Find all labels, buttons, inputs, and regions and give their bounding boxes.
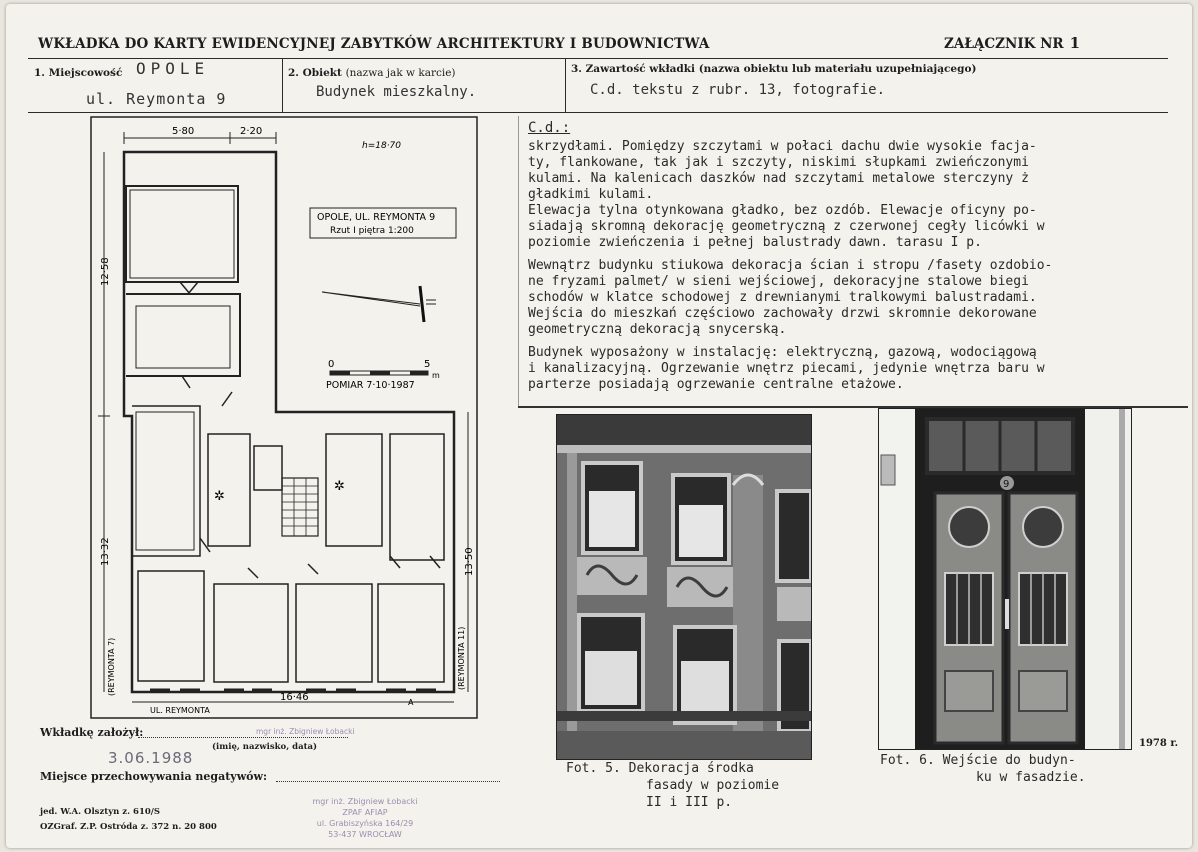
text-line: skrzydłami. Pomiędzy szczytami w połaci dachu dwie wysokie facja- bbox=[528, 139, 1037, 154]
contents-label-text: 3. Zawartość wkładki bbox=[571, 63, 696, 75]
caption-line: ul. Grabiszyńska 164/29 bbox=[316, 819, 414, 828]
annex-label bbox=[944, 34, 1080, 52]
plan-frame bbox=[91, 117, 477, 718]
scale-bar-seg bbox=[330, 371, 350, 375]
dim-top-left: 5·80 bbox=[172, 126, 195, 137]
locality-label: 1. Miejscowość bbox=[34, 67, 123, 79]
annex-number: 1 bbox=[1069, 34, 1081, 52]
continuation-label: C.d.: bbox=[528, 120, 571, 136]
inserted-line bbox=[138, 737, 348, 738]
inserted-stamp: mgr inż. Zbigniew Łobacki bbox=[256, 727, 355, 736]
door-panel bbox=[945, 671, 993, 711]
scale-bar-seg bbox=[410, 371, 428, 375]
negatives-label: Miejsce przechowywania negatywów: bbox=[40, 770, 268, 783]
scale-five: 5 bbox=[424, 359, 431, 370]
photo-5-facade-detail bbox=[556, 414, 812, 760]
window-curtain bbox=[589, 491, 635, 547]
room bbox=[126, 186, 238, 282]
north-arrow-ticks bbox=[426, 300, 436, 304]
text-line: ty, flankowane, tak jak i szczyty, niskimi słupkami zwieńczonymi bbox=[528, 155, 1029, 170]
caption-line: ku w fasadzie. bbox=[976, 770, 1086, 785]
dim-bottom: 16·46 bbox=[280, 692, 309, 703]
stucco-panel bbox=[777, 587, 811, 621]
door-number: 9 bbox=[1003, 479, 1010, 490]
negatives-line bbox=[276, 781, 500, 782]
text-line: Budynek wyposażony w instalację: elektryczną, gazową, wodociągową bbox=[528, 345, 1037, 360]
cornice-band bbox=[557, 445, 811, 453]
record-card bbox=[6, 4, 1192, 848]
sill-band bbox=[557, 711, 811, 721]
scale-unit: m bbox=[432, 371, 440, 380]
photo-5-caption bbox=[566, 760, 779, 811]
staircase bbox=[282, 478, 318, 536]
text-line: poziomie zwieńczenia i pełnej balustrady dawn. tarasu I p. bbox=[528, 235, 982, 250]
continuation-paragraph bbox=[528, 139, 1188, 251]
text-line: schodów w klatce schodowej z drewnianymi tralkowymi balustradami. bbox=[528, 290, 1037, 305]
stove-mark: ✲ bbox=[334, 479, 345, 494]
text-line: gładkimi kulami. bbox=[528, 187, 654, 202]
street-bottom: UL. REYMONTA bbox=[150, 706, 210, 715]
object-value: Budynek mieszkalny. bbox=[316, 84, 477, 100]
height-note: h=18·70 bbox=[362, 141, 402, 151]
room bbox=[254, 446, 282, 490]
field-divider-2 bbox=[565, 58, 566, 112]
text-line: siadają skromną dekorację geometryczną z czerwonej cegły licówki w bbox=[528, 219, 1045, 234]
text-line: ne fryzami palmet/ w sieni wejściowej, dekoracyjne stalowe biegi bbox=[528, 274, 1029, 289]
door-panel bbox=[1019, 671, 1067, 711]
window-curtain bbox=[585, 651, 637, 705]
contents-label bbox=[571, 63, 976, 75]
text-line: parterze posiadają ogrzewanie centralne etażowe. bbox=[528, 377, 904, 392]
lower-band bbox=[557, 731, 811, 759]
street-right: (REYMONTA 11) bbox=[457, 626, 466, 690]
address-value: ul. Reymonta 9 bbox=[86, 90, 227, 108]
text-line: geometryczną dekoracją snycerską. bbox=[528, 322, 787, 337]
plan-subtitle: Rzut I piętra 1:200 bbox=[330, 226, 414, 236]
print-line-2: OZGraf. Z.P. Ostróda z. 372 n. 20 800 bbox=[40, 822, 217, 832]
door-handle bbox=[1005, 599, 1009, 629]
text-line: Elewacja tylna otynkowana gładko, bez ozdób. Elewacje oficyny po- bbox=[528, 203, 1037, 218]
survey-note: POMIAR 7·10·1987 bbox=[326, 380, 415, 391]
door-swings bbox=[180, 282, 440, 578]
photo-6-caption bbox=[880, 752, 1086, 786]
text-line: kulami. Na kalenicach daszków nad szczytami metalowe sterczyny ż bbox=[528, 171, 1029, 186]
photo-6-year: 1978 r. bbox=[1139, 738, 1179, 749]
continuation-paragraph bbox=[528, 345, 1188, 393]
contents-value: C.d. tekstu z rubr. 13, fotografie. bbox=[590, 82, 886, 98]
dim-top-right: 2·20 bbox=[240, 126, 263, 137]
annex-label-text: ZAŁĄCZNIK NR bbox=[944, 36, 1064, 52]
caption-line: fasady w poziomie bbox=[646, 778, 780, 793]
photo-6-entrance-door bbox=[878, 408, 1132, 750]
room-inner bbox=[130, 190, 234, 278]
house-number-plate bbox=[881, 455, 895, 485]
inserted-note: (imię, nazwisko, data) bbox=[212, 742, 318, 752]
north-arrow-bar bbox=[420, 286, 424, 322]
text-line: i kanalizacyjną. Ogrzewanie wnętrz piecami, jedynie wnętrza baru w bbox=[528, 361, 1045, 376]
street-left: (REYMONTA 7) bbox=[107, 637, 116, 696]
caption-line: mgr inż. Zbigniew Łobacki bbox=[312, 797, 418, 806]
text-panel-left-rule bbox=[518, 116, 519, 406]
card-title: WKŁADKA DO KARTY EWIDENCYJNEJ ZABYTKÓW ARCHITEKTURY I BUDOWNICTWA bbox=[38, 36, 710, 52]
dim-left-lower: 13·32 bbox=[100, 537, 111, 566]
contents-label-note: (nazwa obiektu lub materiału uzupełniającego) bbox=[698, 63, 977, 75]
print-line-1: jed. W.A. Olsztyn z. 610/S bbox=[40, 807, 161, 817]
door-glass-round bbox=[1023, 507, 1063, 547]
window-curtain bbox=[679, 505, 723, 557]
caption-line: Fot. 6. Wejście do budyn- bbox=[880, 753, 1076, 768]
north-mark: A bbox=[408, 698, 414, 707]
object-label-text: 2. Obiekt bbox=[288, 67, 342, 79]
room bbox=[132, 406, 200, 556]
stucco-panel bbox=[667, 567, 733, 607]
caption-line: Fot. 5. Dekoracja środka bbox=[566, 761, 754, 776]
photographer-stamp bbox=[300, 796, 430, 840]
text-line: Wejścia do mieszkań częściowo zachowały drzwi skromnie dekorowane bbox=[528, 306, 1037, 321]
stair-treads bbox=[282, 478, 318, 536]
inserted-date: 3.06.1988 bbox=[108, 749, 194, 767]
dim-left-upper: 12·58 bbox=[100, 257, 111, 286]
north-arrow-icon bbox=[322, 292, 420, 306]
object-label bbox=[288, 67, 456, 79]
caption-line: ZPAF AFIAP bbox=[342, 808, 388, 817]
window bbox=[777, 491, 811, 581]
caption-line: 53-437 WROCŁAW bbox=[328, 830, 402, 839]
room-inner bbox=[136, 306, 230, 368]
object-label-note: (nazwa jak w karcie) bbox=[345, 67, 456, 79]
field-divider-1 bbox=[282, 58, 283, 112]
plan-title: OPOLE, UL. REYMONTA 9 bbox=[317, 212, 436, 223]
floor-plan-drawing bbox=[90, 116, 480, 722]
caption-line: II i III p. bbox=[646, 795, 733, 810]
continuation-paragraph bbox=[528, 258, 1188, 338]
room-inner bbox=[136, 412, 194, 550]
drainpipe bbox=[1119, 409, 1125, 749]
inserted-label: Wkładkę założył: bbox=[40, 726, 144, 739]
scale-bar-seg bbox=[370, 371, 390, 375]
room bbox=[296, 584, 372, 682]
cornice bbox=[557, 415, 811, 445]
room bbox=[390, 434, 444, 560]
scale-zero: 0 bbox=[328, 359, 335, 370]
text-line: Wewnątrz budynku stiukowa dekoracja ścian i stropu /fasety ozdobio- bbox=[528, 258, 1053, 273]
fields-rule bbox=[28, 112, 1168, 113]
room bbox=[138, 571, 204, 681]
dim-right: 13·50 bbox=[464, 547, 475, 576]
room bbox=[214, 584, 288, 682]
continuation-text bbox=[528, 139, 1188, 400]
room bbox=[378, 584, 444, 682]
stove-mark: ✲ bbox=[214, 489, 225, 504]
door-glass-round bbox=[949, 507, 989, 547]
window-curtain bbox=[681, 661, 729, 717]
locality-value: OPOLE bbox=[136, 59, 210, 78]
